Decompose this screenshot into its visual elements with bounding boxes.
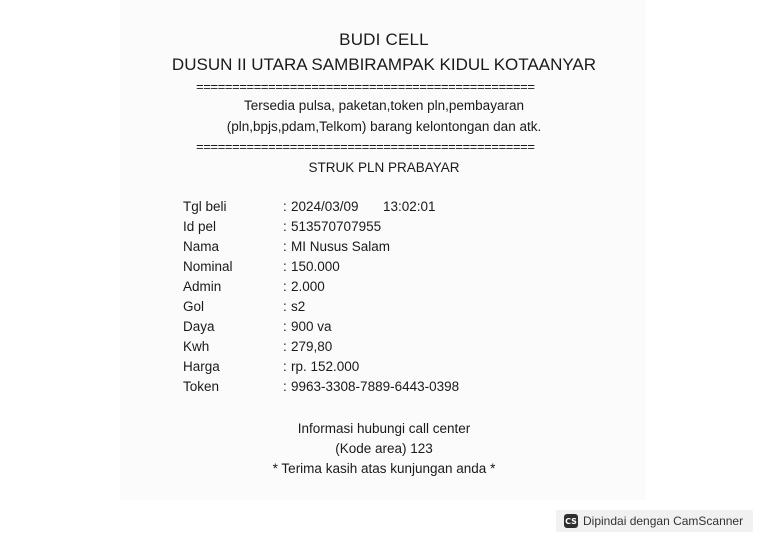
detail-label: Admin (183, 279, 222, 294)
detail-value: 279,80 (291, 339, 333, 354)
detail-value: 513570707955 (291, 219, 382, 234)
detail-colon: : (283, 199, 287, 214)
detail-value: rp. 152.000 (291, 359, 360, 374)
separator-bottom: =============================================== (196, 140, 535, 155)
watermark-text: Dipindai dengan CamScanner (583, 514, 744, 528)
store-address: DUSUN II UTARA SAMBIRAMPAK KIDUL KOTAANYAR (171, 55, 597, 74)
detail-value: 2.000 (291, 279, 325, 294)
store-description-line2: (pln,bpjs,pdam,Telkom) barang kelontongan dan atk. (226, 119, 542, 134)
footer-info-line1: Informasi hubungi call center (297, 421, 471, 436)
detail-label: Kwh (183, 339, 210, 354)
detail-label: Gol (183, 299, 205, 314)
detail-label: Harga (183, 359, 220, 374)
detail-colon: : (283, 379, 287, 394)
detail-colon: : (283, 339, 287, 354)
detail-time: 13:02:01 (383, 199, 436, 214)
detail-label: Id pel (183, 219, 217, 234)
camscanner-icon: CS (564, 514, 578, 528)
detail-label: Nominal (183, 259, 233, 274)
detail-label: Tgl beli (183, 199, 227, 214)
detail-value: 2024/03/09 (291, 199, 359, 214)
receipt-title: STRUK PLN PRABAYAR (308, 160, 460, 175)
detail-label: Nama (183, 239, 220, 254)
detail-label: Daya (183, 319, 215, 334)
detail-value: 900 va (291, 319, 332, 334)
separator-top: =============================================== (196, 80, 535, 95)
detail-value: MI Nusus Salam (291, 239, 391, 254)
detail-colon: : (283, 279, 287, 294)
detail-value: 150.000 (291, 259, 340, 274)
camscanner-watermark (556, 510, 753, 532)
detail-colon: : (283, 259, 287, 274)
detail-value: 9963-3308-7889-6443-0398 (291, 379, 460, 394)
detail-colon: : (283, 359, 287, 374)
footer-info-line2: (Kode area) 123 (335, 441, 433, 456)
detail-value: s2 (291, 299, 306, 314)
store-name: BUDI CELL (339, 30, 429, 49)
detail-colon: : (283, 319, 287, 334)
detail-colon: : (283, 239, 287, 254)
footer-thanks: * Terima kasih atas kunjungan anda * (272, 461, 496, 476)
detail-label: Token (183, 379, 220, 394)
store-description-line1: Tersedia pulsa, paketan,token pln,pembayaran (244, 98, 524, 113)
detail-colon: : (283, 299, 287, 314)
detail-colon: : (283, 219, 287, 234)
